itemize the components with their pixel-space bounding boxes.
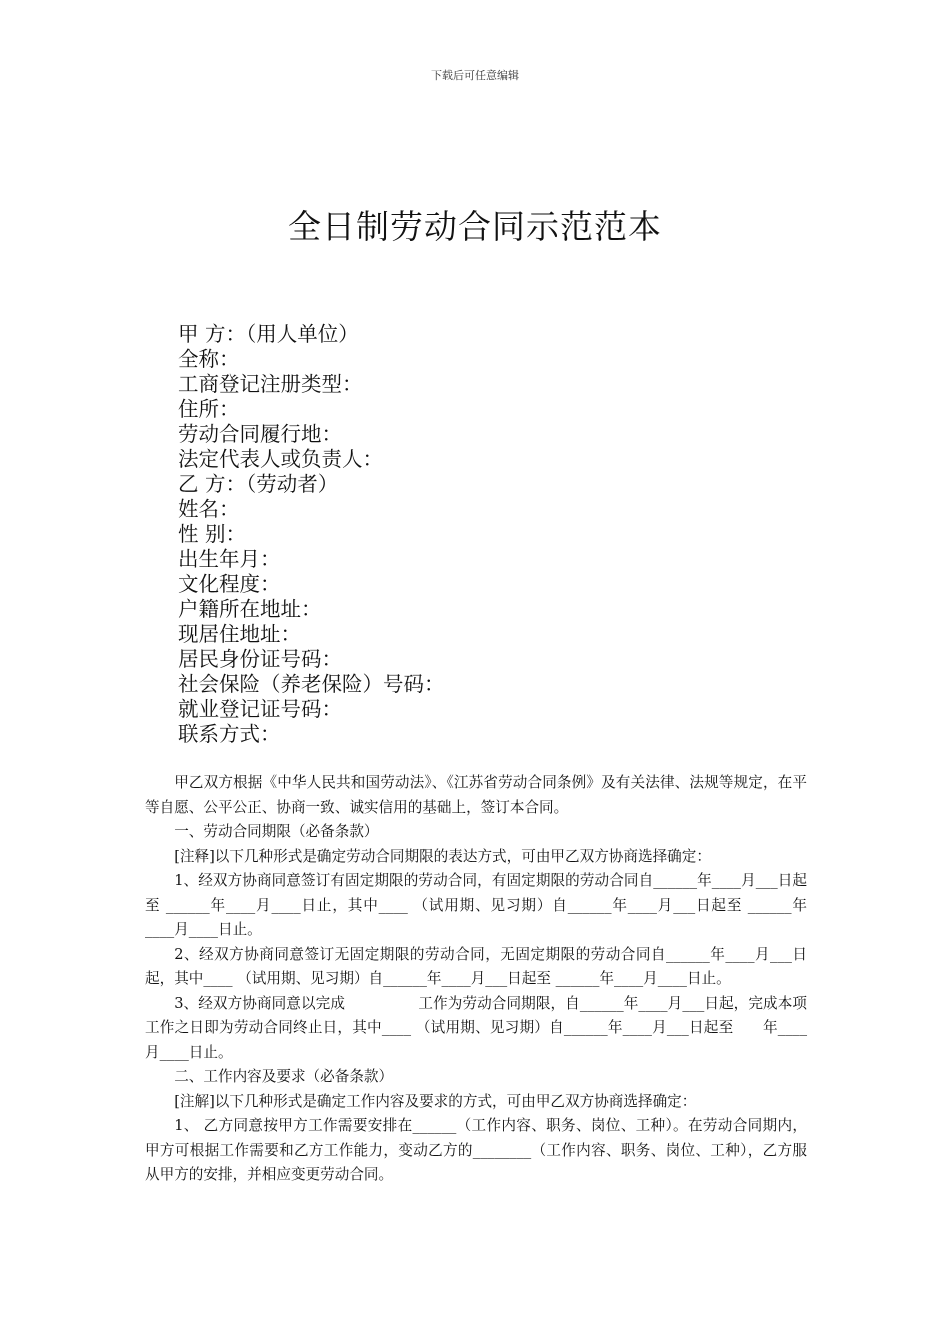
- party-a-heading: 甲 方：（用人单位）: [178, 322, 359, 346]
- section-2-note: [注解]以下几种形式是确定工作内容及要求的方式，可由甲乙双方协商选择确定：: [174, 1092, 697, 1110]
- work-content-option-1: 1、 乙方同意按甲方工作需要安排在______（工作内容、职务、岗位、工种）。在劳动合同期内，甲方可根据工作需要和乙方工作能力，变动乙方的________（工作内容、职务、岗位、工种），乙方服从甲方的安排，并相应变更劳动合同。: [145, 1117, 807, 1183]
- current-address-field: 现居住地址：: [178, 622, 301, 646]
- legal-representative-field: 法定代表人或负责人：: [178, 447, 383, 471]
- gender-field: 性 别：: [178, 522, 247, 546]
- section-1-heading: 一、劳动合同期限（必备条款）: [174, 823, 379, 840]
- term-option-3: 3、经双方协商同意以完成 工作为劳动合同期限，自______年____月___日起，完成本项工作之日即为劳动合同终止日，其中____ （试用期、见习期）自______年____月___日起至 年____月____日止。: [145, 994, 807, 1061]
- registration-type-field: 工商登记注册类型：: [178, 372, 363, 396]
- household-address-field: 户籍所在地址：: [178, 597, 322, 621]
- education-field: 文化程度：: [178, 572, 281, 596]
- term-option-2: 2、经双方协商同意签订无固定期限的劳动合同，无固定期限的劳动合同自______年____月___日起，其中____ （试用期、见习期）自______年____月___日起至 ______年____月____日止。: [145, 945, 807, 987]
- contract-body: [145, 771, 807, 1188]
- header-note: 下载后可任意编辑: [431, 69, 519, 82]
- party-b-name-field: 姓名：: [178, 497, 240, 521]
- document-title: 全日制劳动合同示范范本: [288, 207, 662, 246]
- social-insurance-number-field: 社会保险（养老保险）号码：: [178, 672, 445, 696]
- party-a-address-field: 住所：: [178, 397, 240, 421]
- section-1-note: [注释]以下几种形式是确定劳动合同期限的表达方式，可由甲乙双方协商选择确定：: [174, 847, 711, 865]
- contact-field: 联系方式：: [178, 722, 281, 746]
- preamble-paragraph: 甲乙双方根据《中华人民共和国劳动法》、《江苏省劳动合同条例》及有关法律、法规等规定，在平等自愿、公平公正、协商一致、诚实信用的基础上，签订本合同。: [145, 774, 807, 816]
- party-a-full-name-field: 全称：: [178, 347, 240, 371]
- section-2-heading: 二、工作内容及要求（必备条款）: [174, 1068, 394, 1085]
- birth-date-field: 出生年月：: [178, 547, 281, 571]
- id-number-field: 居民身份证号码：: [178, 647, 342, 671]
- party-b-heading: 乙 方：（劳动者）: [178, 472, 339, 496]
- party-info-fields: [178, 322, 445, 747]
- contract-location-field: 劳动合同履行地：: [178, 422, 342, 446]
- term-option-1: 1、经双方协商同意签订有固定期限的劳动合同，有固定期限的劳动合同自______年____月___日起至 ______年____月____日止，其中____ （试用期、见习期）自______年____月___日起至 ______年____月____日止。: [145, 872, 807, 938]
- employment-registration-field: 就业登记证号码：: [178, 697, 342, 721]
